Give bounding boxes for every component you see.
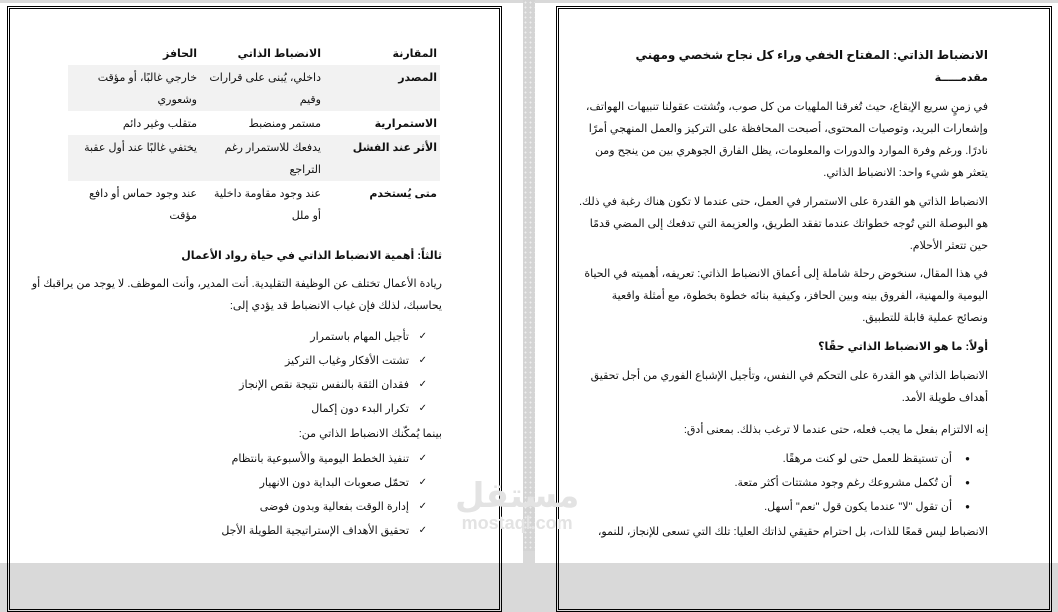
document-page-right [535, 3, 1058, 563]
list-item: ✓ تكرار البدء دون إكمال [239, 397, 427, 421]
list-item: ✓ فقدان الثقة بالنفس نتيجة نقص الإنجاز [239, 373, 427, 397]
table-row [68, 65, 440, 111]
text-line: ونصائح عملية قابلة للتطبيق. [862, 312, 988, 324]
mostaql-watermark [455, 478, 579, 532]
bullet-list [734, 447, 970, 519]
text-line: ريادة الأعمال تختلف عن الوظيفة التقليدية. أنت المدير، وأنت الموظف. لا يوجد من يراقبك أو [31, 278, 442, 290]
paragraph [579, 191, 988, 257]
bullet-icon: ● [965, 502, 970, 511]
check-icon: ✓ [418, 477, 427, 488]
watermark-latin: mostaql.com [461, 513, 573, 533]
list-item: ✓ إدارة الوقت بفعالية وبدون فوضى [221, 495, 427, 519]
page-gap [523, 0, 535, 551]
document-title: الانضباط الذاتي: المفتاح الخفي وراء كل نجاح شخصي ومهني [635, 48, 988, 62]
checklist [239, 325, 427, 421]
table-cell: يختفي غالبًا عند أول عقبة [68, 135, 200, 181]
check-icon: ✓ [418, 501, 427, 512]
document-page-left [0, 3, 523, 563]
table-cell: عند وجود حماس أو دافع مؤقت [89, 188, 197, 222]
table-cell: داخلي، يُبنى على قرارات وقيم [200, 65, 324, 111]
table-cell: المصدر [324, 65, 440, 111]
table-cell: الاستمرارية [374, 118, 437, 130]
list-item: ✓ تحقيق الأهداف الإستراتيجية الطويلة الأجل [221, 519, 427, 543]
text-line: الانضباط الذاتي هو القدرة على الاستمرار في العمل، حتى عندما لا تكون هناك رغبة في ذلك. [579, 196, 988, 208]
check-icon: ✓ [418, 379, 427, 390]
text-line: في زمنٍ سريع الإيقاع، حيث تُغرقنا الملهيات من كل صوب، وتُشتت عقولنا تنبيهات الهواتف، [585, 101, 988, 113]
table-row [68, 111, 440, 135]
text-line: يحاسبك، لذلك فإن غياب الانضباط قد يؤدي إلى: [229, 300, 442, 312]
paragraph: بينما يُمكّنك الانضباط الذاتي من: [298, 428, 442, 440]
bullet-icon: ● [965, 454, 970, 463]
text-line: حين تتعثر الأحلام. [909, 240, 988, 252]
list-item: ✓ تأجيل المهام باستمرار [239, 325, 427, 349]
text-line: في هذا المقال، سنخوض رحلة شاملة إلى أعماق الانضباط الذاتي: تعريفه، أهميته في الحياة [584, 268, 988, 280]
list-item: ✓ تحمّل صعوبات البداية دون الانهيار [221, 471, 427, 495]
check-icon: ✓ [418, 355, 427, 366]
text-line: نادرًا. ورغم وفرة الموارد والدورات والمعلومات، يظل الفارق الجوهري بين من ينجح ومن [594, 145, 988, 157]
section-heading: مقدمـــــة [934, 72, 988, 84]
watermark-arabic: مستقل [455, 476, 580, 516]
text-line: أهداف طويلة الأمد. [901, 392, 988, 404]
table-header: الحافز [162, 48, 197, 60]
table-cell: متقلب وغير دائم [122, 118, 197, 130]
check-icon: ✓ [418, 331, 427, 342]
paragraph [584, 263, 988, 329]
table-cell: خارجي غالبًا، أو مؤقت وشعوري [68, 65, 200, 111]
paragraph: الانضباط ليس قمعًا للذات، بل احترام حقيقي لذاتك العليا: تلك التي تسعى للإنجاز، للنمو، [597, 526, 988, 538]
list-item: ● أن تستيقظ للعمل حتى لو كنت مرهقًا. [734, 447, 970, 471]
checklist [221, 447, 427, 543]
paragraph [32, 273, 442, 317]
paragraph [591, 365, 988, 409]
check-icon: ✓ [418, 525, 427, 536]
table-cell: مستمر ومنضبط [248, 118, 321, 130]
table-header-row [68, 41, 440, 65]
table-cell: عند وجود مقاومة داخلية أو ملل [213, 188, 321, 222]
table-cell: يدفعك للاستمرار رغم التراجع [200, 135, 324, 181]
text-line: هو البوصلة التي تُوجه خطواتك عندما تفقد الطريق، والعزيمة التي تدفعك إلى المضي قدمًا [589, 218, 988, 230]
list-item: ✓ تشتت الأفكار وغياب التركيز [239, 349, 427, 373]
bullet-icon: ● [965, 478, 970, 487]
paragraph: إنه الالتزام بفعل ما يجب فعله، حتى عندما لا ترغب بذلك. بمعنى أدق: [683, 424, 988, 436]
list-item: ● أن تقول "لا" عندما يكون قول "نعم" أسهل. [734, 495, 970, 519]
table-header: المقارنة [392, 48, 437, 60]
section-heading: ثالثاً: أهمية الانضباط الذاتي في حياة رواد الأعمال [181, 250, 442, 262]
paragraph [586, 96, 988, 184]
list-item: ● أن تُكمل مشروعك رغم وجود مشتتات أكثر متعة. [734, 471, 970, 495]
table-row [68, 181, 440, 227]
comparison-table [68, 41, 440, 227]
table-cell: الأثر عند الفشل [324, 135, 440, 181]
text-line: الانضباط الذاتي هو القدرة على التحكم في النفس، وتأجيل الإشباع الفوري من أجل تحقيق [590, 370, 988, 382]
table-cell: متى يُستخدم [369, 188, 437, 200]
list-item: ✓ تنفيذ الخطط اليومية والأسبوعية بانتظام [221, 447, 427, 471]
check-icon: ✓ [418, 403, 427, 414]
table-header: الانضباط الذاتي [237, 48, 321, 60]
table-row [68, 135, 440, 181]
text-line: اليومية والمهنية، الفروق بينه وبين الحافز، وكيفية بنائه خطوة بخطوة، مع أمثلة واقعية [611, 290, 988, 302]
text-line: وإشعارات البريد، وتوصيات المحتوى، أصبحت المحافظة على التركيز والعمل المنهجي أمرًا [588, 123, 988, 135]
text-line: يتعثر هو شيء واحد: الانضباط الذاتي. [823, 167, 988, 179]
check-icon: ✓ [418, 453, 427, 464]
section-heading: أولاً: ما هو الانضباط الذاتي حقًا؟ [818, 341, 988, 353]
